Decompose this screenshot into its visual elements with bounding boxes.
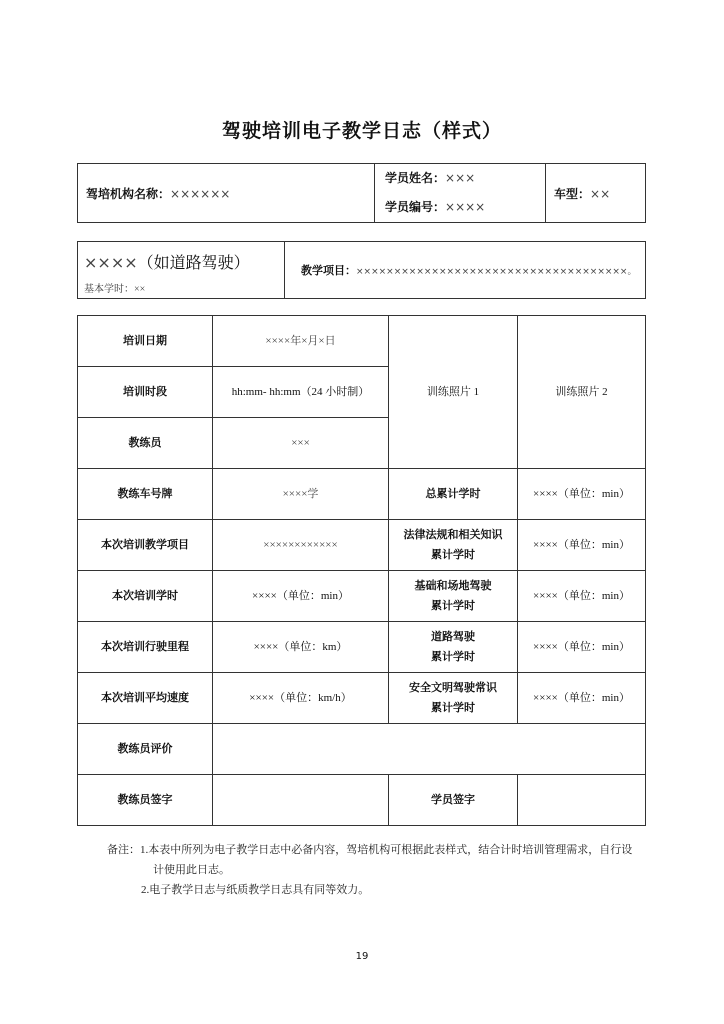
basic-hours-value[interactable]: ×× [134, 284, 146, 295]
basic-site-hours-label [389, 571, 518, 622]
basic-site-label-line2: 累计学时 [431, 599, 475, 612]
safety-label-line2: 累计学时 [431, 701, 475, 714]
coach-value[interactable]: ××× [213, 418, 389, 469]
evaluation-label: 教练员评价 [78, 724, 213, 775]
teaching-item-value[interactable]: ×××××××××××× [213, 520, 389, 571]
safety-hours-value[interactable]: ××××（单位：min） [518, 673, 646, 724]
table-row [78, 520, 646, 571]
basic-site-hours-value[interactable]: ××××（单位：min） [518, 571, 646, 622]
vehicle-type-cell [546, 164, 646, 223]
subject-header [77, 241, 646, 299]
student-signature-label: 学员签字 [389, 775, 518, 826]
road-label-line1: 道路驾驶 [431, 630, 475, 643]
training-date-value[interactable]: ××××年×月×日 [213, 316, 389, 367]
basic-site-label-line1: 基础和场地驾驶 [414, 579, 492, 592]
teaching-item-value[interactable]: ××××××××××××××××××××××××××××××××××××。 [356, 267, 637, 277]
note-line-1: 备注：1.本表中所列为电子教学日志中必备内容，驾培机构可根据此表样式，结合计时培训管理需求，自行设 [107, 844, 633, 856]
plate-label: 教练车号牌 [78, 469, 213, 520]
table-row [78, 775, 646, 826]
road-label-line2: 累计学时 [431, 650, 475, 663]
teaching-item-label: 本次培训教学项目 [78, 520, 213, 571]
road-hours-label [389, 622, 518, 673]
table-row [78, 571, 646, 622]
safety-hours-label [389, 673, 518, 724]
training-photo-1[interactable]: 训练照片 1 [389, 316, 518, 469]
table-row [78, 622, 646, 673]
student-id-label: 学员编号： [385, 200, 446, 214]
student-id-value[interactable]: ×××× [445, 200, 486, 214]
vehicle-type-value[interactable]: ×× [590, 186, 611, 201]
safety-label-line1: 安全文明驾驶常识 [409, 681, 497, 694]
law-hours-label-line1: 法律法规和相关知识 [403, 528, 503, 541]
mileage-label: 本次培训行驶里程 [78, 622, 213, 673]
total-hours-value[interactable]: ××××（单位：min） [518, 469, 646, 520]
notes [107, 840, 632, 900]
document-title: 驾驶培训电子教学日志（样式） [221, 120, 502, 142]
law-hours-label [389, 520, 518, 571]
law-hours-value[interactable]: ××××（单位：min） [518, 520, 646, 571]
total-hours-label: 总累计学时 [389, 469, 518, 520]
student-signature-field[interactable] [518, 775, 646, 826]
road-hours-value[interactable]: ××××（单位：min） [518, 622, 646, 673]
coach-signature-field[interactable] [213, 775, 389, 826]
table-row [78, 469, 646, 520]
subject-prefix: ×××× [84, 253, 138, 272]
session-hours-label: 本次培训学时 [78, 571, 213, 622]
table-row [78, 316, 646, 367]
student-name-value[interactable]: ××× [445, 171, 476, 185]
training-date-label: 培训日期 [78, 316, 213, 367]
org-name-value[interactable]: ×××××× [170, 186, 231, 201]
law-hours-label-line2: 累计学时 [431, 548, 475, 561]
page-number: 19 [355, 951, 369, 962]
note-line-3: 2.电子教学日志与纸质教学日志具有同等效力。 [141, 884, 370, 896]
org-name-cell [78, 164, 375, 223]
training-period-value[interactable]: hh:mm- hh:mm（24 小时制） [213, 367, 389, 418]
table-row [78, 724, 646, 775]
training-period-label: 培训时段 [78, 367, 213, 418]
subject-name: （如道路驾驶） [137, 253, 250, 272]
speed-label: 本次培训平均速度 [78, 673, 213, 724]
training-photo-2[interactable]: 训练照片 2 [518, 316, 646, 469]
teaching-item-label: 教学项目： [301, 264, 356, 277]
evaluation-field[interactable] [213, 724, 646, 775]
student-name-label: 学员姓名： [385, 171, 446, 185]
student-cell [375, 164, 546, 223]
vehicle-type-label: 车型： [554, 186, 591, 201]
basic-hours-label: 基本学时： [84, 284, 134, 295]
note-line-2: 计使用此日志。 [153, 864, 230, 876]
teaching-item-cell [285, 242, 646, 299]
plate-value[interactable]: ××××学 [213, 469, 389, 520]
org-name-label: 驾培机构名称： [86, 186, 171, 201]
mileage-value[interactable]: ××××（单位：km） [213, 622, 389, 673]
speed-value[interactable]: ××××（单位：km/h） [213, 673, 389, 724]
session-hours-value[interactable]: ××××（单位：min） [213, 571, 389, 622]
training-log-table [77, 315, 646, 826]
coach-signature-label: 教练员签字 [78, 775, 213, 826]
coach-label: 教练员 [78, 418, 213, 469]
student-info-header [77, 163, 646, 223]
subject-cell [78, 242, 285, 299]
table-row [78, 673, 646, 724]
